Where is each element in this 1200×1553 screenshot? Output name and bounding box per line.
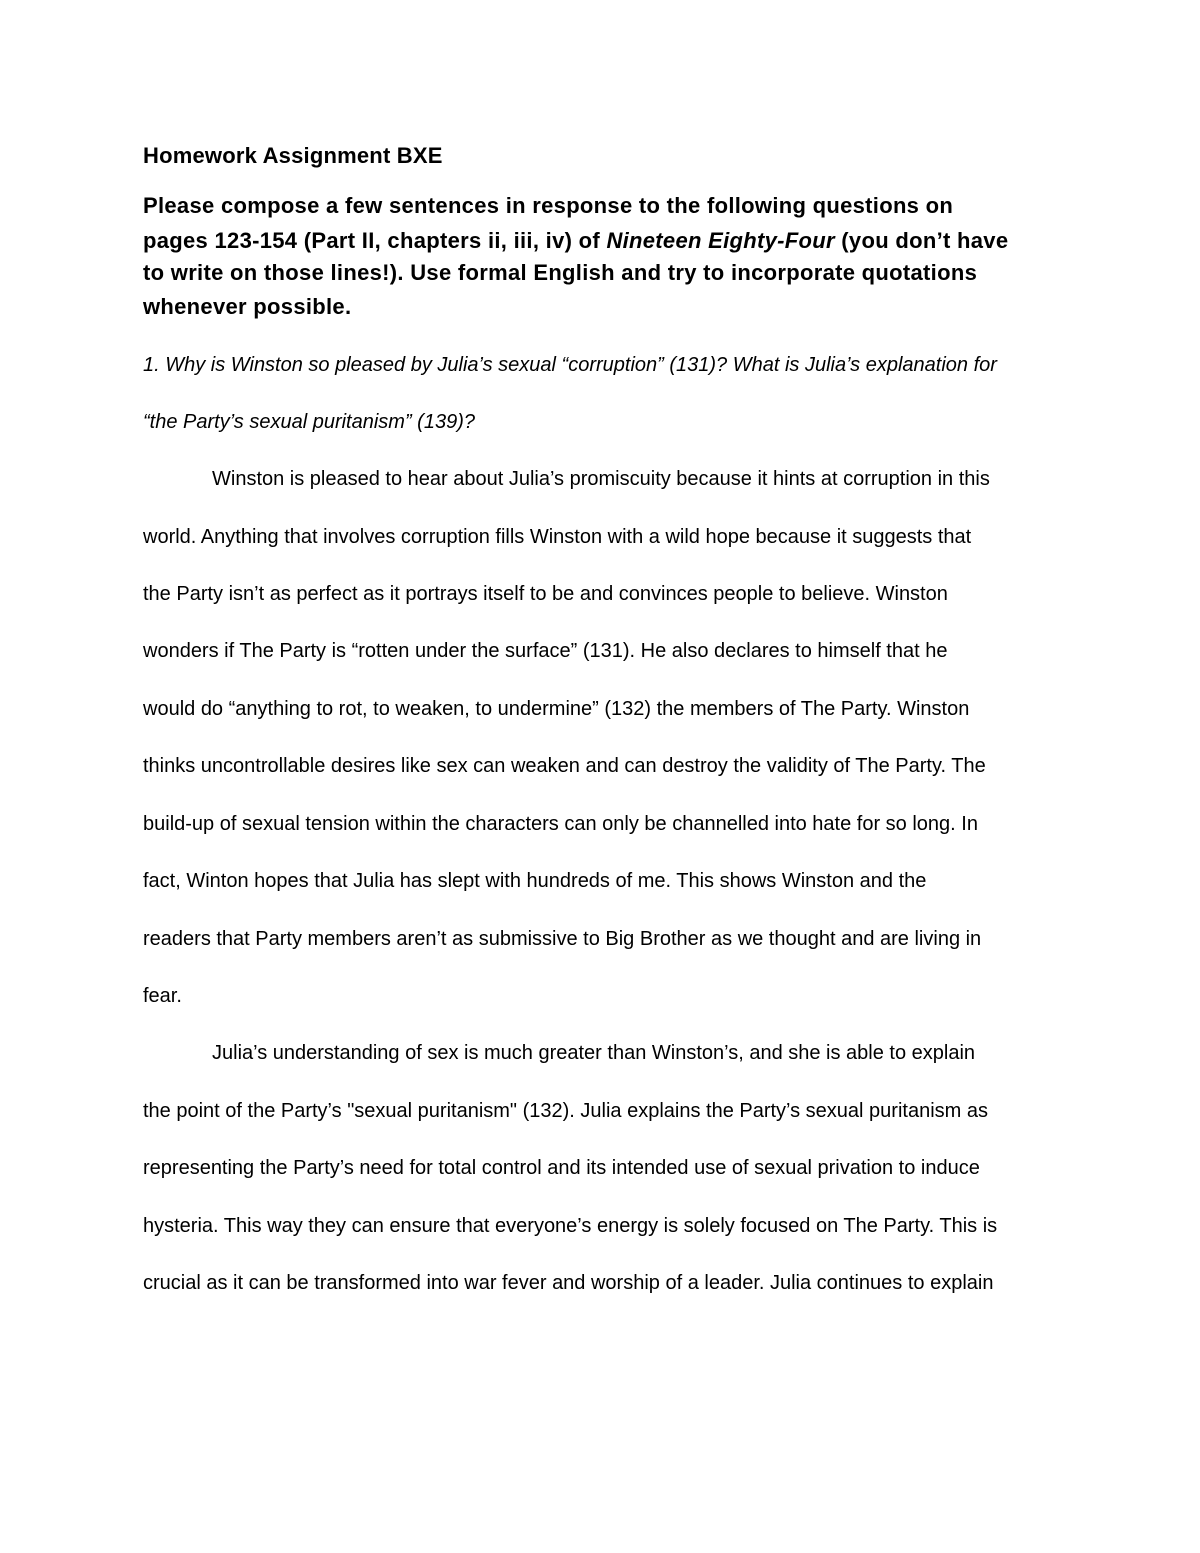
instructions-line [143, 228, 1008, 254]
question-line: “the Party’s sexual puritanism” (139)? [143, 411, 475, 433]
question-line: 1. Why is Winston so pleased by Julia’s sexual “corruption” (131)? What is Julia’s explanation for [143, 354, 997, 376]
book-title: Nineteen Eighty-Four [606, 228, 835, 253]
paragraph-line: representing the Party’s need for total control and its intended use of sexual privation to induce [143, 1157, 980, 1179]
instructions-text: (you don’t have [834, 228, 1009, 253]
paragraph-line: wonders if The Party is “rotten under the surface” (131). He also declares to himself that he [143, 640, 948, 662]
paragraph-line: fear. [143, 985, 182, 1007]
paragraph-line: the point of the Party’s "sexual puritanism" (132). Julia explains the Party’s sexual puritanism as [143, 1100, 988, 1122]
instructions-line: Please compose a few sentences in response to the following questions on [143, 193, 954, 218]
paragraph-line: build-up of sexual tension within the characters can only be channelled into hate for so long. In [143, 813, 978, 835]
paragraph-line: would do “anything to rot, to weaken, to undermine” (132) the members of The Party. Winston [143, 698, 970, 720]
paragraph-line: the Party isn’t as perfect as it portrays itself to be and convinces people to believe. Winston [143, 583, 948, 605]
document-title: Homework Assignment BXE [143, 143, 443, 168]
paragraph-line: thinks uncontrollable desires like sex can weaken and can destroy the validity of The Party. The [143, 755, 986, 777]
paragraph-line: Winston is pleased to hear about Julia’s promiscuity because it hints at corruption in this [212, 468, 990, 490]
instructions-line: whenever possible. [143, 294, 352, 319]
paragraph-line: readers that Party members aren’t as submissive to Big Brother as we thought and are living in [143, 928, 982, 950]
instructions-line: to write on those lines!). Use formal English and try to incorporate quotations [143, 260, 978, 285]
paragraph-line: crucial as it can be transformed into war fever and worship of a leader. Julia continues to explain [143, 1272, 994, 1294]
paragraph-line: hysteria. This way they can ensure that everyone’s energy is solely focused on The Party. This is [143, 1215, 998, 1237]
paragraph-line: Julia’s understanding of sex is much greater than Winston’s, and she is able to explain [212, 1042, 976, 1064]
instructions-text: pages 123-154 (Part II, chapters ii, iii, iv) of [143, 228, 607, 253]
paragraph-line: world. Anything that involves corruption fills Winston with a wild hope because it suggests that [143, 526, 972, 548]
paragraph-line: fact, Winton hopes that Julia has slept with hundreds of me. This shows Winston and the [143, 870, 927, 892]
